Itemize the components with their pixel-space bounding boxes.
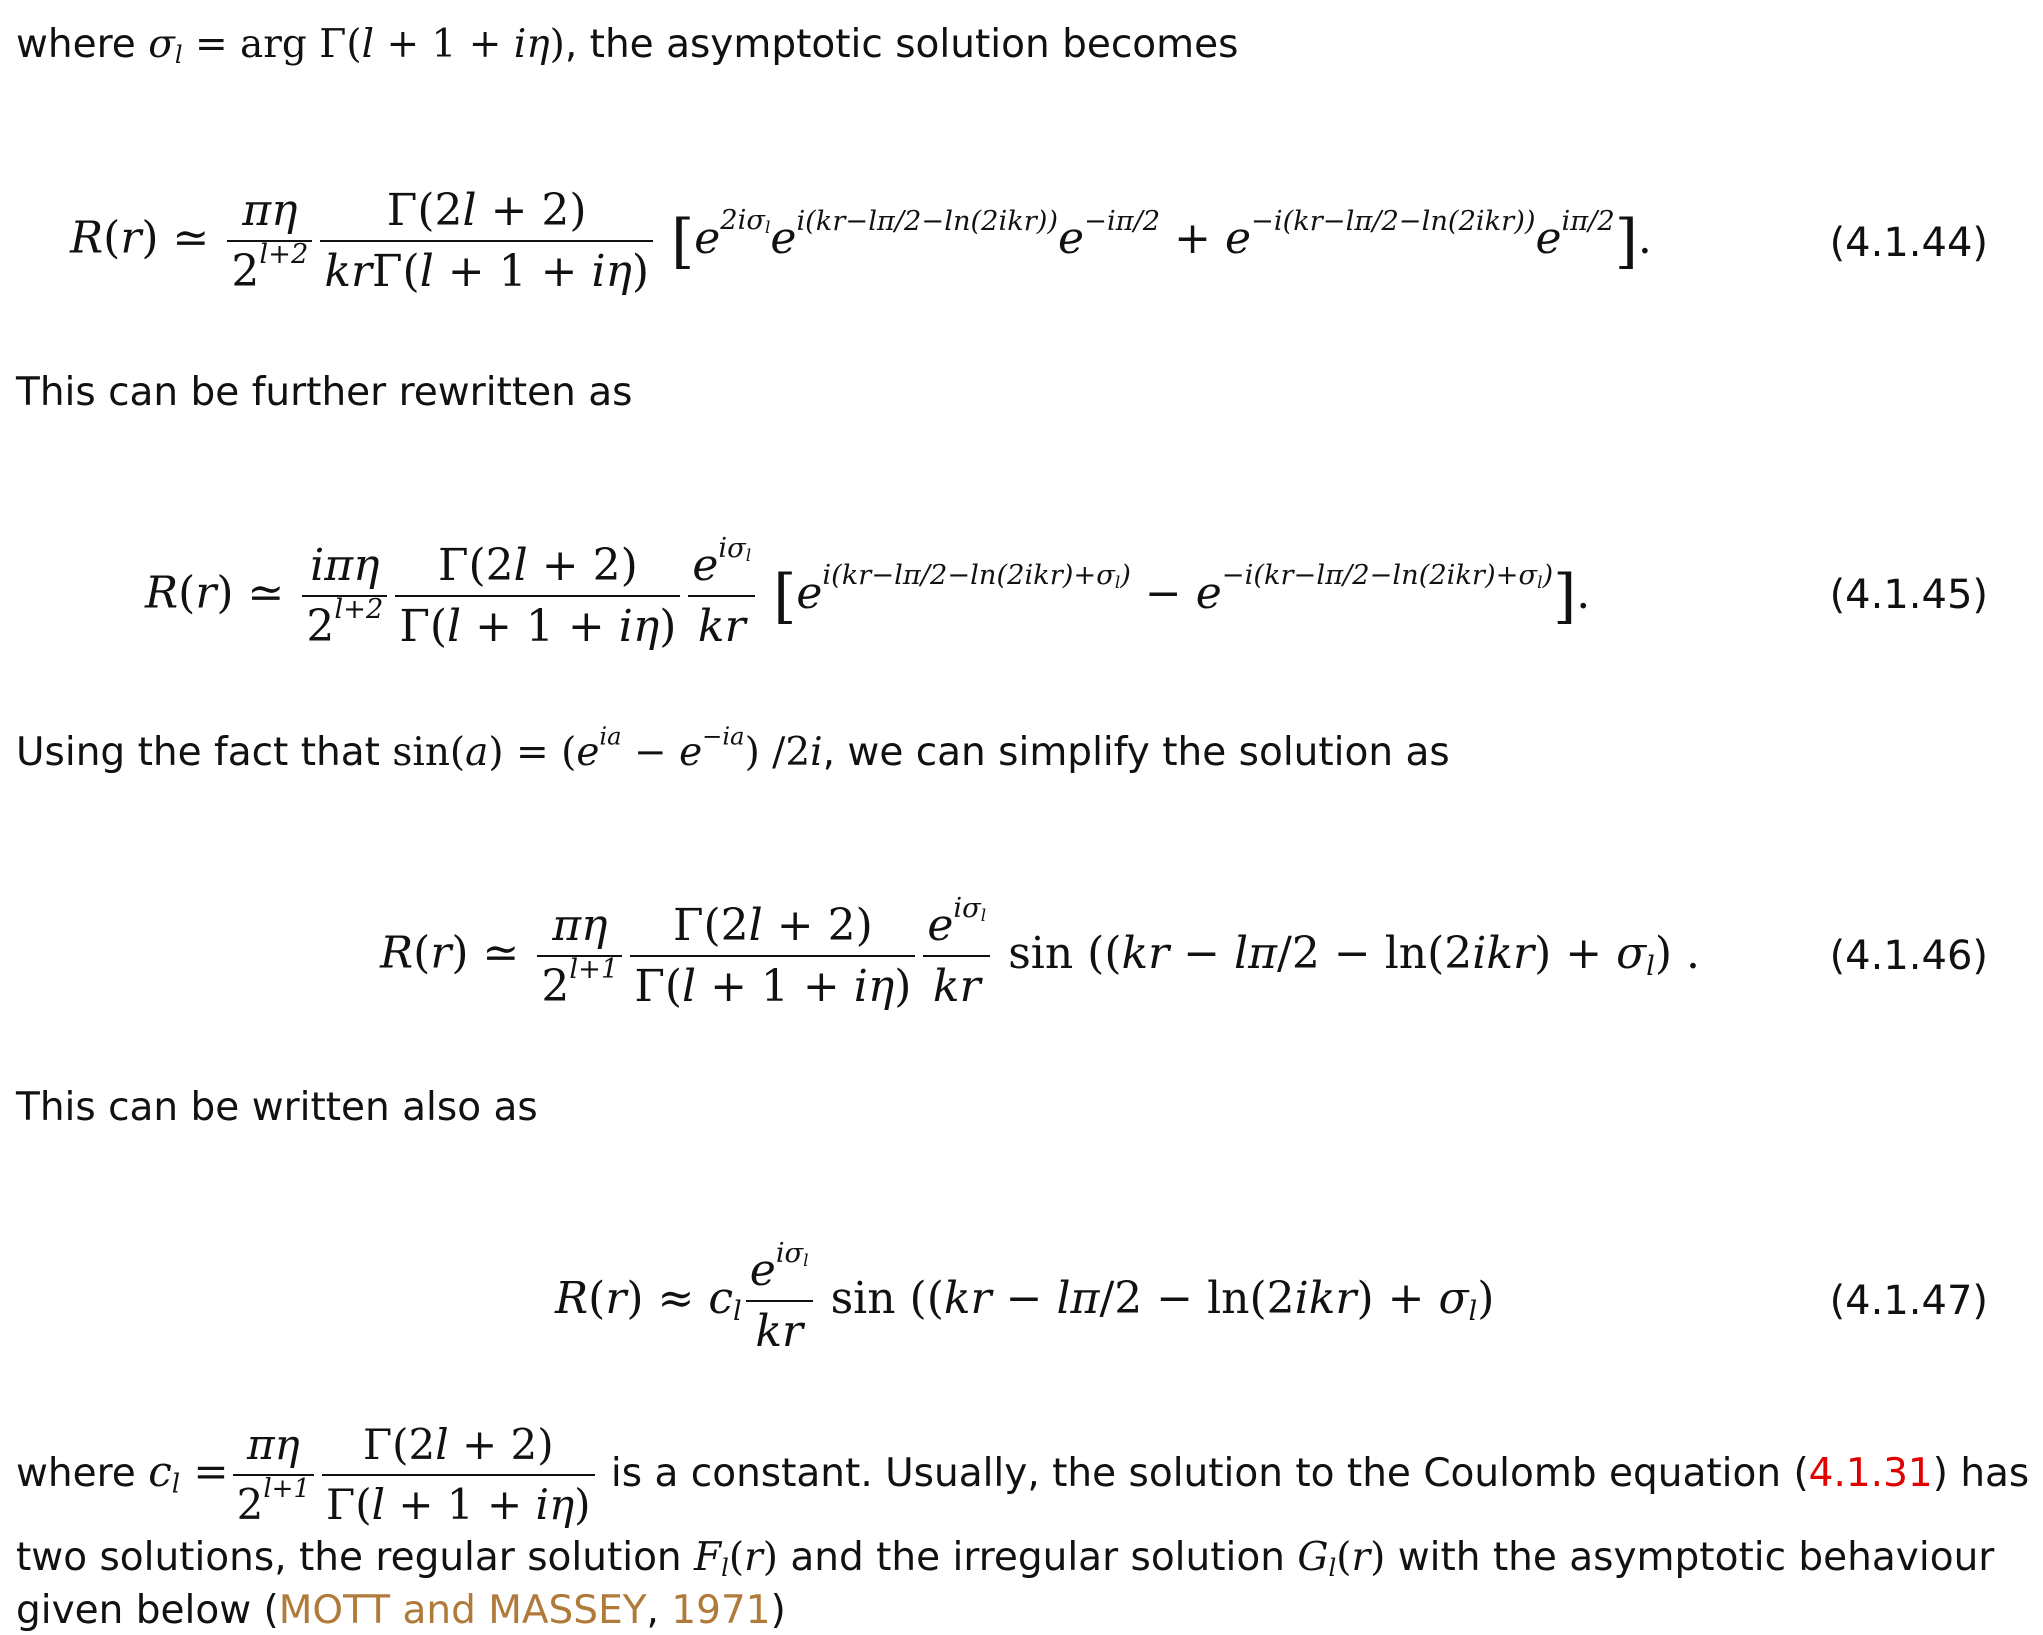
eq2-frac-exp: $\frac{e^{i\sigma_l}}{kr}$ bbox=[688, 540, 755, 652]
eq2-bracket-body: $[e^{i(kr-l\pi/2-ln(2ikr)+\sigma_l)} - e^{-i(kr-l\pi/2-ln(2ikr)+\sigma_l)}]$. bbox=[773, 560, 1591, 631]
equation-number-4-1-44: (4.1.44) bbox=[1829, 220, 1988, 266]
para5-frac-gamma: $\frac{\Gamma(2l + 2)}{\Gamma(l + 1 + i\eta)}$ bbox=[322, 1420, 594, 1531]
eq4-lhs: $R(r) \approx c_l$ bbox=[555, 1272, 742, 1327]
para3-suffix: , we can simplify the solution as bbox=[822, 730, 1450, 775]
eq4-frac-exp: $\frac{e^{i\sigma_l}}{kr}$ bbox=[746, 1245, 813, 1357]
para1-prefix: where bbox=[16, 22, 149, 67]
equation-4-1-45 bbox=[145, 532, 1591, 652]
paragraph-written-also: This can be written also as bbox=[16, 1085, 538, 1130]
eq3-sin-body: $\sin ((kr - l\pi/2 - \ln(2ikr) + \sigma_l)$ . bbox=[1008, 927, 1700, 982]
paragraph-sigma-definition bbox=[16, 22, 1238, 69]
eq3-frac-pi-eta: $\frac{\pi\eta}{2^{l+1}}$ bbox=[537, 900, 622, 1012]
para5-end: ) has bbox=[1932, 1450, 2030, 1496]
citation-authors-link[interactable]: MOTT and MASSEY bbox=[278, 1588, 647, 1633]
equation-number-4-1-47: (4.1.47) bbox=[1829, 1278, 1988, 1324]
equation-4-1-47 bbox=[555, 1237, 1495, 1357]
eq2-lhs: R(r) ≃ bbox=[145, 567, 285, 619]
para1-math: $\sigma_l$ = arg Γ(l + 1 + iη) bbox=[148, 22, 565, 70]
para5-line3-prefix: given below ( bbox=[16, 1588, 279, 1633]
equation-ref-link[interactable]: 4.1.31 bbox=[1808, 1450, 1933, 1496]
paragraph-rewritten: This can be further rewritten as bbox=[16, 370, 633, 415]
para1-suffix: , the asymptotic solution becomes bbox=[564, 22, 1239, 67]
paragraph-given-below bbox=[16, 1588, 786, 1635]
eq3-frac-exp: $\frac{e^{i\sigma_l}}{kr}$ bbox=[923, 900, 990, 1012]
para5-line3-suffix: ) bbox=[770, 1588, 786, 1633]
eq1-bracket-body: $[e^{2i\sigma_l}e^{i(kr-l\pi/2-ln(2ikr))}e^{-i\pi/2} + e^{-i(kr-l\pi/2-ln(2ikr))}e^{i\pi/2}]$. bbox=[671, 205, 1652, 276]
paragraph-constant-definition bbox=[16, 1420, 2029, 1531]
equation-number-4-1-45: (4.1.45) bbox=[1829, 572, 1988, 618]
eq3-lhs: R(r) ≃ bbox=[380, 927, 520, 979]
equation-4-1-44 bbox=[70, 185, 1652, 297]
citation-year-link[interactable]: 1971 bbox=[671, 1588, 771, 1633]
equation-4-1-46 bbox=[380, 892, 1700, 1012]
eq2-frac-gamma: $\frac{\Gamma(2l + 2)}{\Gamma(l + 1 + i\eta)}$ bbox=[395, 540, 680, 652]
citation-separator: , bbox=[646, 1588, 672, 1633]
para5-cl-lhs: $c_l$ = bbox=[148, 1446, 229, 1500]
para3-math: $\sin(a) = (e^{ia} - e^{-ia})$ /2i bbox=[392, 722, 823, 775]
para5-frac-pi-eta: $\frac{\pi\eta}{2^{l+1}}$ bbox=[233, 1420, 314, 1531]
equation-number-4-1-46: (4.1.46) bbox=[1829, 933, 1988, 979]
eq3-frac-gamma: $\frac{\Gamma(2l + 2)}{\Gamma(l + 1 + i\eta)}$ bbox=[630, 900, 915, 1012]
eq1-frac-gamma: $\frac{\Gamma(2l + 2)}{\text{krΓ(l + 1 + iη)}}$ bbox=[320, 185, 653, 297]
eq1-lhs: R(r) ≃ bbox=[70, 212, 210, 264]
eq4-sin-body: $\sin ((kr - l\pi/2 - \ln(2ikr) + \sigma_l)$ bbox=[830, 1272, 1495, 1327]
eq1-frac-pi-eta: $\frac{\pi\eta}{2^{l+2}}$ bbox=[227, 185, 312, 297]
eq2-frac-i-pi-eta: $\frac{\text{iπη}}{2^{l+2}}$ bbox=[302, 540, 387, 652]
para5-prefix: where bbox=[16, 1450, 149, 1496]
paragraph-sin-identity bbox=[16, 722, 1450, 777]
para5-mid: is a constant. Usually, the solution to the Coulomb equation ( bbox=[598, 1450, 1809, 1496]
para3-prefix: Using the fact that bbox=[16, 730, 393, 775]
paragraph-two-solutions: two solutions, the regular solution $F_l(r)$ and the irregular solution $G_l(r)$ with the asymptotic behaviour bbox=[16, 1535, 1995, 1583]
